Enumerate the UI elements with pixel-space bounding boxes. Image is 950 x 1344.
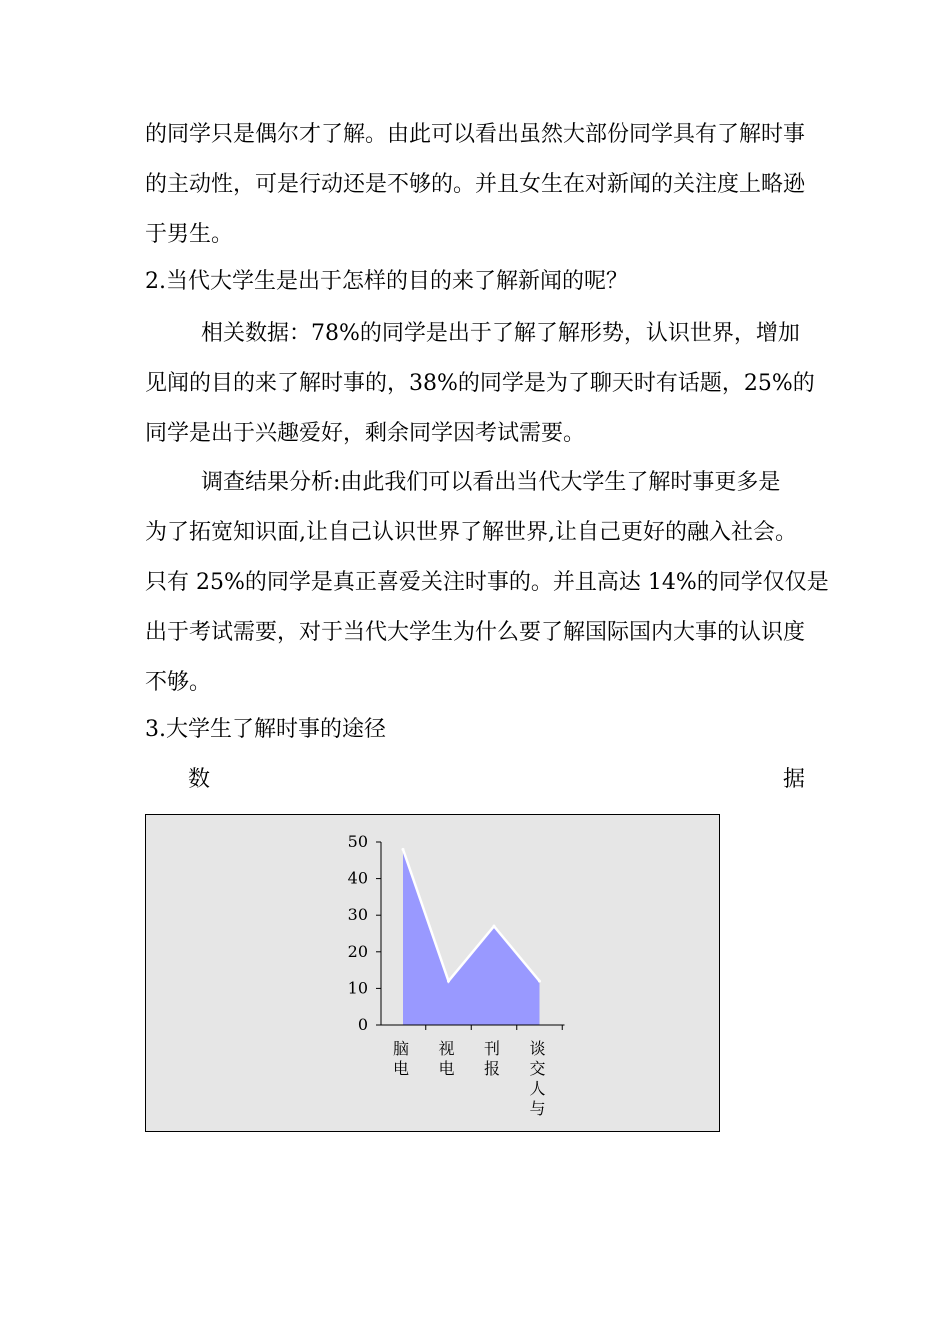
paragraph-3-line-2: 为了拓宽知识面,让自己认识世界了解世界,让自己更好的融入社会。 <box>145 520 797 545</box>
data-point-1 <box>402 848 405 851</box>
y-tick-label: 20 <box>347 941 368 961</box>
y-tick-label: 10 <box>347 978 368 998</box>
x-tick-label-char: 报 <box>483 1059 501 1078</box>
x-tick-label-char: 人 <box>529 1079 546 1098</box>
section-heading-3: 3.大学生了解时事的途径 <box>145 717 386 742</box>
data-point-4 <box>538 980 541 983</box>
x-tick-label-char: 刊 <box>483 1039 501 1058</box>
paragraph-1-line-1: 的同学只是偶尔才了解。由此可以看出虽然大部份同学具有了解时事 <box>145 122 806 147</box>
paragraph-3-line-3: 只有 25%的同学是真正喜爱关注时事的。并且高达 14%的同学仅仅是 <box>145 570 829 595</box>
paragraph-3-line-4: 出于考试需要，对于当代大学生为什么要了解国际国内大事的认识度 <box>145 620 806 645</box>
data-point-2 <box>447 980 450 983</box>
y-tick-label: 30 <box>347 905 368 925</box>
area-chart <box>146 815 721 1133</box>
x-tick-label-char: 谈 <box>529 1039 546 1058</box>
x-tick-label-char: 电 <box>438 1059 455 1078</box>
paragraph-1-line-2: 的主动性，可是行动还是不够的。并且女生在对新闻的关注度上略逊 <box>145 172 806 197</box>
y-tick-label: 50 <box>347 832 368 851</box>
chart-container <box>145 814 720 1132</box>
x-tick-label-char: 电 <box>392 1059 410 1078</box>
paragraph-2-line-3: 同学是出于兴趣爱好，剩余同学因考试需要。 <box>145 421 586 446</box>
area-series-fill <box>403 849 540 1025</box>
section-heading-2: 2.当代大学生是出于怎样的目的来了解新闻的呢？ <box>145 269 628 294</box>
y-tick-label: 0 <box>357 1015 368 1034</box>
paragraph-1-line-3: 于男生。 <box>145 222 234 247</box>
paragraph-3-line-5: 不够。 <box>145 670 212 695</box>
data-label-right: 据 <box>783 767 806 792</box>
paragraph-3-line-1: 调查结果分析:由此我们可以看出当代大学生了解时事更多是 <box>201 470 781 495</box>
x-tick-label-char: 视 <box>438 1039 455 1058</box>
x-tick-label-char: 脑 <box>392 1039 410 1058</box>
data-label-left: 数 <box>188 767 211 792</box>
data-point-3 <box>493 925 496 928</box>
y-tick-label: 40 <box>347 868 368 888</box>
x-tick-label-char: 交 <box>529 1059 546 1078</box>
paragraph-2-line-2: 见闻的目的来了解时事的，38%的同学是为了聊天时有话题，25%的 <box>145 371 815 396</box>
paragraph-2-line-1: 相关数据：78%的同学是出于了解了解形势，认识世界，增加 <box>201 321 800 346</box>
x-tick-label-char: 与 <box>529 1099 546 1118</box>
